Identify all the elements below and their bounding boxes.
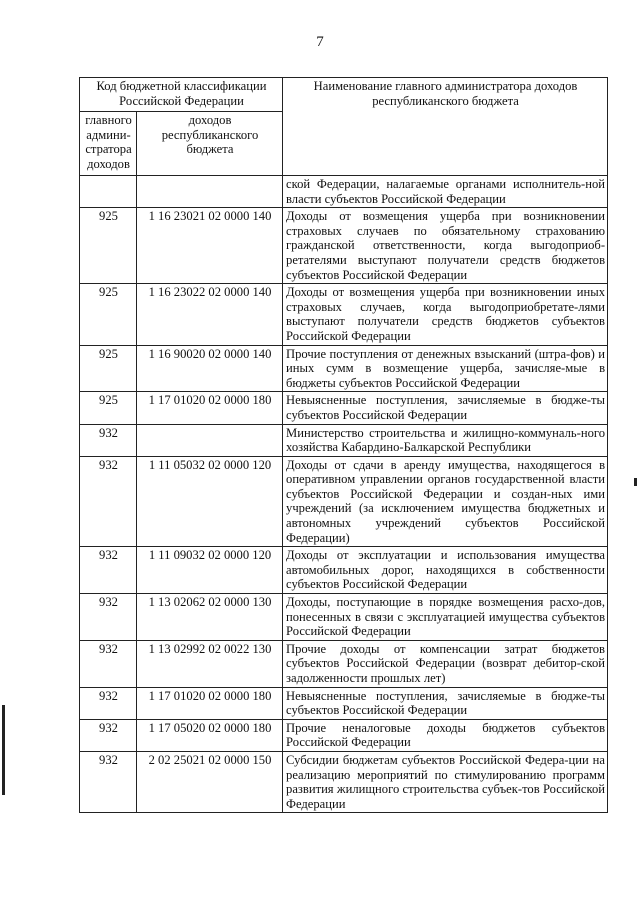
table-row <box>80 594 608 641</box>
revenue-name: Доходы от возмещения ущерба при возникновении иных страховых случаев, когда выгодоприобретате-лями выступают получатели средств бюджетов субъектов Российской Федерации <box>283 284 608 345</box>
revenue-name: Доходы от возмещения ущерба при возникновении страховых случаев по обязательному страхованию гражданской ответственности, когда выгодоприоб-ретателями выступают получатели средств бюджетов субъектов Российской Федерации <box>283 208 608 284</box>
table-row <box>80 284 608 345</box>
revenue-name: ской Федерации, налагаемые органами исполнитель-ной власти субъектов Российской Федерации <box>283 176 608 208</box>
page-number: 7 <box>316 34 324 50</box>
admin-code: 925 <box>80 392 137 424</box>
header-code: доходов республиканского бюджета <box>137 112 283 176</box>
table-row <box>80 547 608 594</box>
admin-code: 932 <box>80 424 137 456</box>
table-row <box>80 456 608 547</box>
table-row <box>80 751 608 812</box>
budget-code: 1 16 90020 02 0000 140 <box>137 345 283 392</box>
scan-edge-mark <box>634 478 637 486</box>
table-row <box>80 640 608 687</box>
table-row <box>80 687 608 719</box>
table-body <box>80 176 608 813</box>
admin-code: 932 <box>80 687 137 719</box>
budget-code: 1 13 02992 02 0022 130 <box>137 640 283 687</box>
header-admin: главного админи-стратора доходов <box>80 112 137 176</box>
budget-classification-table <box>79 77 608 813</box>
revenue-name: Доходы от эксплуатации и использования имущества автомобильных дорог, находящихся в собственности субъектов Российской Федерации <box>283 547 608 594</box>
admin-code: 932 <box>80 547 137 594</box>
revenue-name: Невыясненные поступления, зачисляемые в бюдже-ты субъектов Российской Федерации <box>283 392 608 424</box>
revenue-name: Прочие доходы от компенсации затрат бюджетов субъектов Российской Федерации (возврат дебитор-ской задолженности прошлых лет) <box>283 640 608 687</box>
revenue-name: Невыясненные поступления, зачисляемые в бюдже-ты субъектов Российской Федерации <box>283 687 608 719</box>
admin-code: 932 <box>80 640 137 687</box>
revenue-name: Доходы, поступающие в порядке возмещения расхо-дов, понесенных в связи с эксплуатацией имущества субъектов Российской Федерации <box>283 594 608 641</box>
table-row <box>80 392 608 424</box>
admin-code: 925 <box>80 208 137 284</box>
header-group-title: Код бюджетной классификации Российской Федерации <box>80 78 283 112</box>
revenue-name: Прочие поступления от денежных взысканий (штра-фов) и иных сумм в возмещение ущерба, зачисляе-мые в бюджеты субъектов Российской Федерации <box>283 345 608 392</box>
revenue-name: Прочие неналоговые доходы бюджетов субъектов Российской Федерации <box>283 719 608 751</box>
table-row <box>80 345 608 392</box>
admin-code: 925 <box>80 345 137 392</box>
admin-code: 932 <box>80 456 137 547</box>
table-row <box>80 424 608 456</box>
budget-code: 1 11 05032 02 0000 120 <box>137 456 283 547</box>
admin-code: 932 <box>80 594 137 641</box>
admin-code: 932 <box>80 719 137 751</box>
admin-code: 925 <box>80 284 137 345</box>
table-row <box>80 176 608 208</box>
header-name: Наименование главного администратора доходов республиканского бюджета <box>283 78 608 176</box>
budget-code: 2 02 25021 02 0000 150 <box>137 751 283 812</box>
budget-code: 1 11 09032 02 0000 120 <box>137 547 283 594</box>
revenue-name: Субсидии бюджетам субъектов Российской Федера-ции на реализацию мероприятий по стимулированию программ развития жилищного строительства субъек-тов Российской Федерации <box>283 751 608 812</box>
budget-code: 1 17 05020 02 0000 180 <box>137 719 283 751</box>
scan-edge-mark <box>2 705 5 795</box>
admin-code: 932 <box>80 751 137 812</box>
revenue-name: Доходы от сдачи в аренду имущества, находящегося в оперативном управлении органов государственной власти субъектов Российской Федерации и создан-ных ими учреждений (за исключением имущества бюджетных и автономных учреждений субъектов Российской Федерации) <box>283 456 608 547</box>
table-row <box>80 719 608 751</box>
budget-code: 1 16 23022 02 0000 140 <box>137 284 283 345</box>
admin-code <box>80 176 137 208</box>
budget-code: 1 16 23021 02 0000 140 <box>137 208 283 284</box>
budget-code: 1 17 01020 02 0000 180 <box>137 687 283 719</box>
budget-code <box>137 176 283 208</box>
budget-code: 1 13 02062 02 0000 130 <box>137 594 283 641</box>
budget-code <box>137 424 283 456</box>
budget-code: 1 17 01020 02 0000 180 <box>137 392 283 424</box>
table-row <box>80 208 608 284</box>
revenue-name: Министерство строительства и жилищно-коммуналь-ного хозяйства Кабардино-Балкарской Республики <box>283 424 608 456</box>
